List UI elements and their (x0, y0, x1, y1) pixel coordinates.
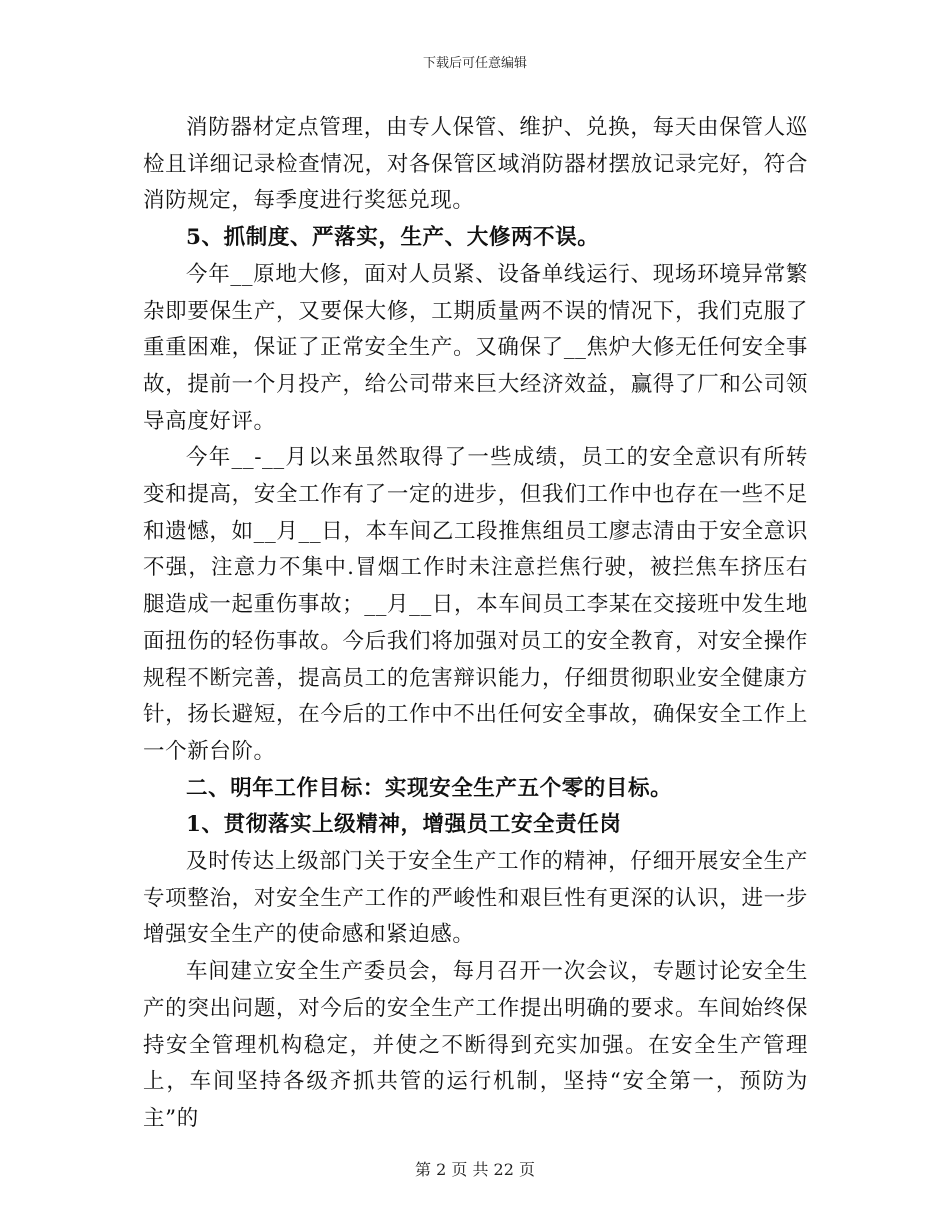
paragraph-committee: 车间建立安全生产委员会，每月召开一次会议，专题讨论安全生产的突出问题，对今后的安全生产工作提出明确的要求。车间始终保持安全管理机构稳定，并使之不断得到充实加强。在安全生产管理上，车间坚持各级齐抓共管的运行机制，坚持“安全第一，预防为主”的 (143, 959, 808, 1131)
paragraph-overhaul: 今年__原地大修，面对人员紧、设备单线运行、现场环境异常繁杂即要保生产，又要保大修，工期质量两不误的情况下，我们克服了重重困难，保证了正常安全生产。又确保了__焦炉大修无任何安全事故，提前一个月投产，给公司带来巨大经济效益，赢得了厂和公司领导高度好评。 (143, 261, 808, 434)
heading-goal-1: 1、贯彻落实上级精神，增强员工安全责任岗 (186, 812, 622, 838)
heading-section-5: 5、抓制度、严落实，生产、大修两不误。 (186, 225, 600, 251)
heading-next-year-goals: 二、明年工作目标：实现安全生产五个零的目标。 (186, 775, 673, 801)
document-body (143, 110, 808, 1138)
page-footer: 第 2 页 共 22 页 (415, 1160, 535, 1179)
paragraph-convey-spirit: 及时传达上级部门关于安全生产工作的精神，仔细开展安全生产专项整治，对安全生产工作的严峻性和艰巨性有更深的认识，进一步增强安全生产的使命感和紧迫感。 (143, 849, 808, 948)
page-header: 下载后可任意编辑 (422, 56, 527, 71)
paragraph-fire-equipment: 消防器材定点管理，由专人保管、维护、兑换，每天由保管人巡检且详细记录检查情况，对各保管区域消防器材摆放记录完好，符合消防规定，每季度进行奖惩兑现。 (143, 115, 808, 214)
paragraph-achievements: 今年__-__月以来虽然取得了一些成绩，员工的安全意识有所转变和提高，安全工作有了一定的进步，但我们工作中也存在一些不足和遗憾，如__月__日，本车间乙工段推焦组员工廖志清由于安全意识不强，注意力不集中.冒烟工作时未注意拦焦行驶，被拦焦车挤压右腿造成一起重伤事故；__月__日，本车间员工李某在交接班中发生地面扭伤的轻伤事故。今后我们将加强对员工的安全教育，对安全操作规程不断完善，提高员工的危害辩识能力，仔细贯彻职业安全健康方针，扬长避短，在今后的工作中不出任何安全事故，确保安全工作上一个新台阶。 (143, 445, 808, 764)
